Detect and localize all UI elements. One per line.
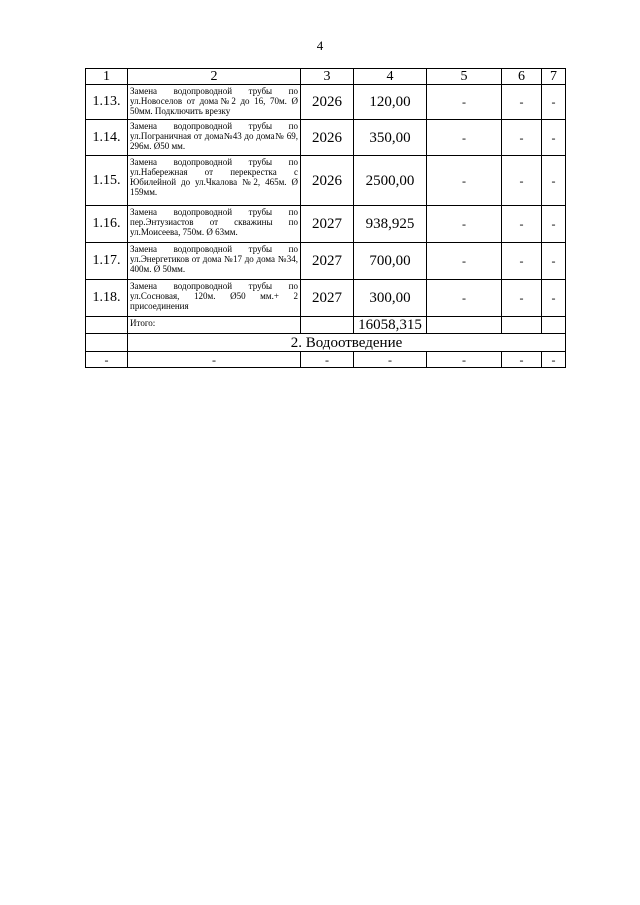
row-col7: - [542, 120, 566, 156]
row-col6: - [502, 156, 542, 206]
row-description: Замена водопроводной трубы по ул.Пограничная от дома№43 до дома№ 69, 296м. Ø50 мм. [128, 120, 301, 156]
empty-cell [301, 317, 354, 334]
row-number: 1.13. [86, 85, 128, 120]
row-year: 2026 [301, 85, 354, 120]
dash-cell: - [354, 352, 427, 368]
row-col7: - [542, 85, 566, 120]
row-col6: - [502, 280, 542, 317]
row-col7: - [542, 243, 566, 280]
row-amount: 350,00 [354, 120, 427, 156]
page-number: 4 [316, 38, 324, 53]
total-label: Итого: [128, 317, 301, 334]
row-year: 2027 [301, 280, 354, 317]
investment-table [85, 68, 566, 368]
header-row [86, 69, 566, 85]
row-col6: - [502, 85, 542, 120]
row-amount: 2500,00 [354, 156, 427, 206]
table-row [86, 243, 566, 280]
row-number: 1.16. [86, 206, 128, 243]
dash-cell: - [502, 352, 542, 368]
row-amount: 300,00 [354, 280, 427, 317]
empty-cell [427, 317, 502, 334]
header-cell: 1 [86, 69, 128, 85]
row-col7: - [542, 206, 566, 243]
table-row [86, 280, 566, 317]
row-year: 2026 [301, 156, 354, 206]
row-description: Замена водопроводной трубы по ул.Сосновая, 120м. Ø50 мм.+ 2 присоединения [128, 280, 301, 317]
row-description: Замена водопроводной трубы по пер.Энтузиастов от скважины по ул.Моисеева, 750м. Ø 63мм. [128, 206, 301, 243]
dash-cell: - [427, 352, 502, 368]
row-col7: - [542, 156, 566, 206]
row-year: 2026 [301, 120, 354, 156]
row-description: Замена водопроводной трубы по ул.Энергетиков от дома №17 до дома №34, 400м. Ø 50мм. [128, 243, 301, 280]
row-amount: 120,00 [354, 85, 427, 120]
row-number: 1.14. [86, 120, 128, 156]
table-row [86, 120, 566, 156]
row-col6: - [502, 243, 542, 280]
row-col7: - [542, 280, 566, 317]
header-cell: 7 [542, 69, 566, 85]
dash-cell: - [542, 352, 566, 368]
header-cell: 6 [502, 69, 542, 85]
row-amount: 938,925 [354, 206, 427, 243]
total-row [86, 317, 566, 334]
total-amount: 16058,315 [354, 317, 427, 334]
dash-cell: - [86, 352, 128, 368]
row-number: 1.18. [86, 280, 128, 317]
row-col5: - [427, 85, 502, 120]
row-number: 1.17. [86, 243, 128, 280]
row-amount: 700,00 [354, 243, 427, 280]
row-col5: - [427, 120, 502, 156]
row-col5: - [427, 156, 502, 206]
empty-cell [502, 317, 542, 334]
row-year: 2027 [301, 206, 354, 243]
dash-cell: - [128, 352, 301, 368]
dash-cell: - [301, 352, 354, 368]
header-cell: 4 [354, 69, 427, 85]
table-row [86, 85, 566, 120]
empty-cell [86, 317, 128, 334]
header-cell: 2 [128, 69, 301, 85]
section-title: 2. Водоотведение [128, 334, 566, 352]
header-cell: 5 [427, 69, 502, 85]
row-col5: - [427, 206, 502, 243]
section-row [86, 334, 566, 352]
header-cell: 3 [301, 69, 354, 85]
table-row [86, 206, 566, 243]
row-col6: - [502, 206, 542, 243]
row-col5: - [427, 280, 502, 317]
table-row [86, 352, 566, 368]
empty-cell [542, 317, 566, 334]
row-col5: - [427, 243, 502, 280]
row-description: Замена водопроводной трубы по ул.Новоселов от дома№2 до 16, 70м. Ø 50мм. Подключить врезку [128, 85, 301, 120]
row-year: 2027 [301, 243, 354, 280]
row-col6: - [502, 120, 542, 156]
row-description: Замена водопроводной трубы по ул.Набережная от перекрестка с Юбилейной до ул.Чкалова №2, 465м. Ø 159мм. [128, 156, 301, 206]
empty-cell [86, 334, 128, 352]
table-row [86, 156, 566, 206]
row-number: 1.15. [86, 156, 128, 206]
